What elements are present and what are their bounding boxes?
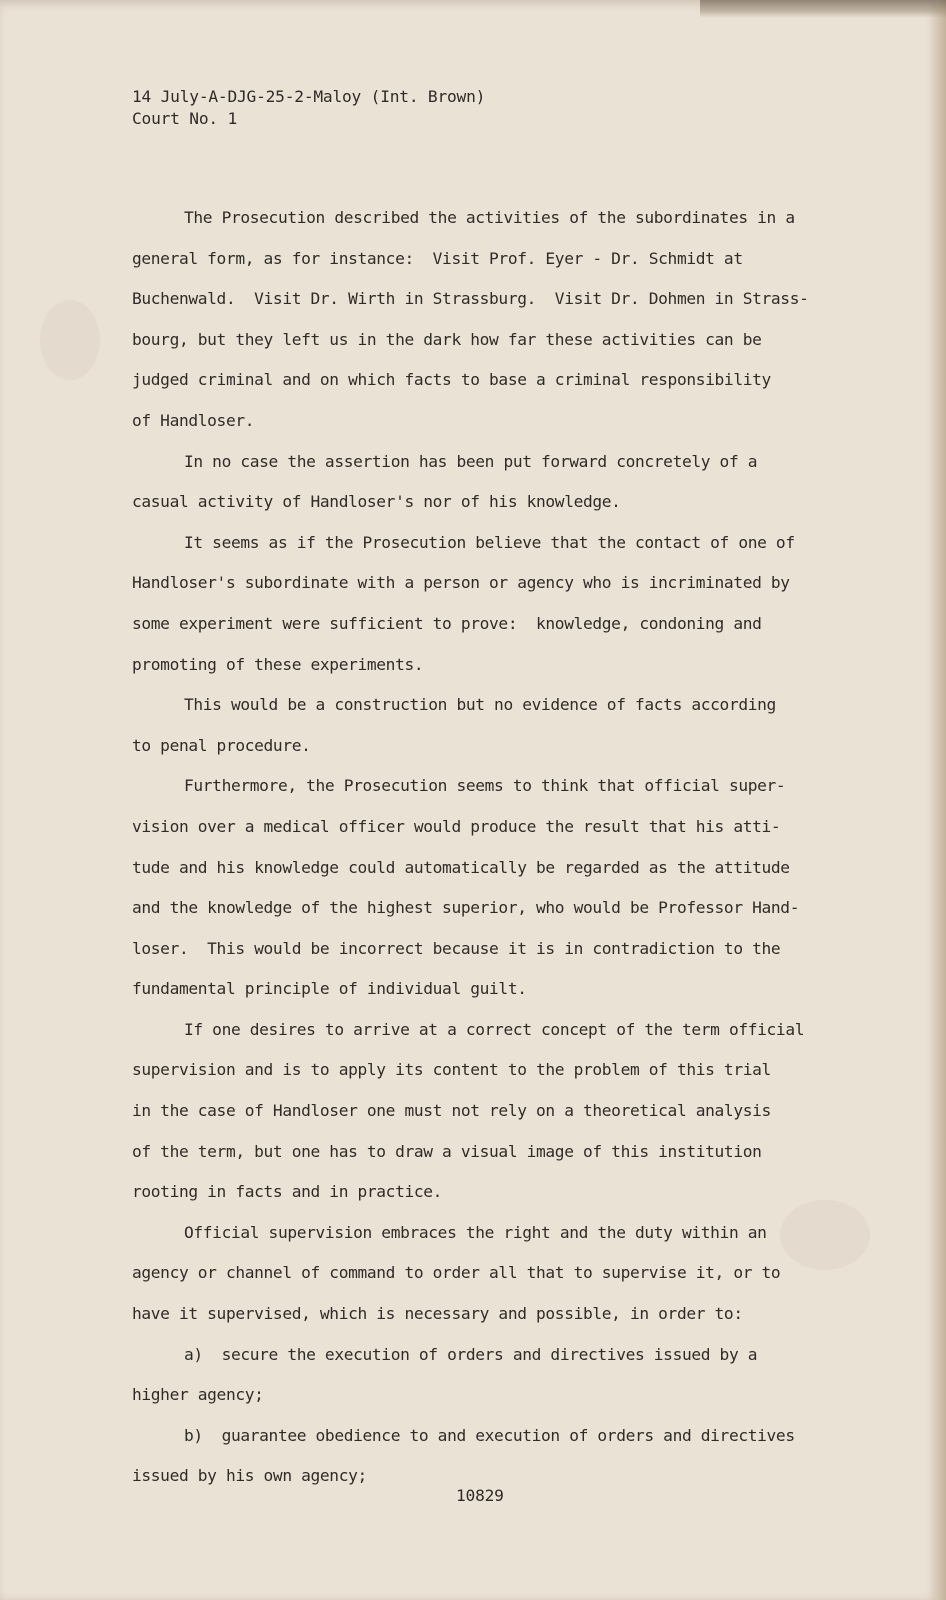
text-line: Handloser's subordinate with a person or agency who is incriminated by — [132, 573, 790, 593]
text-line: judged criminal and on which facts to base a criminal responsibility — [132, 370, 771, 390]
text-line: This would be a construction but no evidence of facts according — [184, 695, 776, 715]
text-line: If one desires to arrive at a correct concept of the term official — [184, 1019, 805, 1039]
text-line: rooting in facts and in practice. — [132, 1182, 443, 1202]
text-line: tude and his knowledge could automatically be regarded as the attitude — [132, 857, 790, 877]
text-line: casual activity of Handloser's nor of his knowledge. — [132, 492, 621, 512]
text-line: issued by his own agency; — [132, 1466, 367, 1486]
text-line: fundamental principle of individual guilt. — [132, 979, 527, 999]
text-line: have it supervised, which is necessary and possible, in order to: — [132, 1304, 743, 1324]
text-line: of the term, but one has to draw a visual image of this institution — [132, 1141, 762, 1161]
text-line: In no case the assertion has been put forward concretely of a — [184, 451, 758, 471]
text-line: some experiment were sufficient to prove: knowledge, condoning and — [132, 613, 762, 633]
text-line: in the case of Handloser one must not rely on a theoretical analysis — [132, 1101, 771, 1121]
text-line: Furthermore, the Prosecution seems to think that official super- — [184, 776, 786, 796]
text-line: supervision and is to apply its content to the problem of this trial — [132, 1060, 771, 1080]
text-line: The Prosecution described the activities of the subordinates in a — [184, 208, 795, 227]
text-line: general form, as for instance: Visit Prof. Eyer - Dr. Schmidt at — [132, 248, 743, 268]
text-line: b) guarantee obedience to and execution of orders and directives — [184, 1425, 795, 1445]
court-number: Court No. 1 — [132, 109, 238, 128]
text-line: loser. This would be incorrect because it is in contradiction to the — [132, 938, 781, 958]
page-number: 10829 — [456, 1486, 504, 1505]
text-line: higher agency; — [132, 1385, 264, 1405]
text-line: It seems as if the Prosecution believe that the contact of one of — [184, 532, 795, 552]
text-line: vision over a medical officer would produce the result that his atti- — [132, 816, 781, 836]
case-reference: 14 July-A-DJG-25-2-Maloy (Int. Brown) — [132, 87, 486, 106]
text-line: agency or channel of command to order all that to supervise it, or to — [132, 1263, 781, 1283]
text-line: Buchenwald. Visit Dr. Wirth in Strassburg. Visit Dr. Dohmen in Strass- — [132, 289, 809, 309]
text-line: to penal procedure. — [132, 735, 311, 755]
text-line: of Handloser. — [132, 410, 255, 430]
text-line: bourg, but they left us in the dark how far these activities can be — [132, 329, 762, 349]
text-line: a) secure the execution of orders and directives issued by a — [184, 1344, 758, 1364]
document-body — [132, 198, 872, 1497]
text-line: promoting of these experiments. — [132, 654, 424, 674]
text-line: and the knowledge of the highest superior, who would be Professor Hand- — [132, 898, 800, 918]
document-header — [132, 86, 485, 130]
text-line: Official supervision embraces the right and the duty within an — [184, 1222, 767, 1242]
